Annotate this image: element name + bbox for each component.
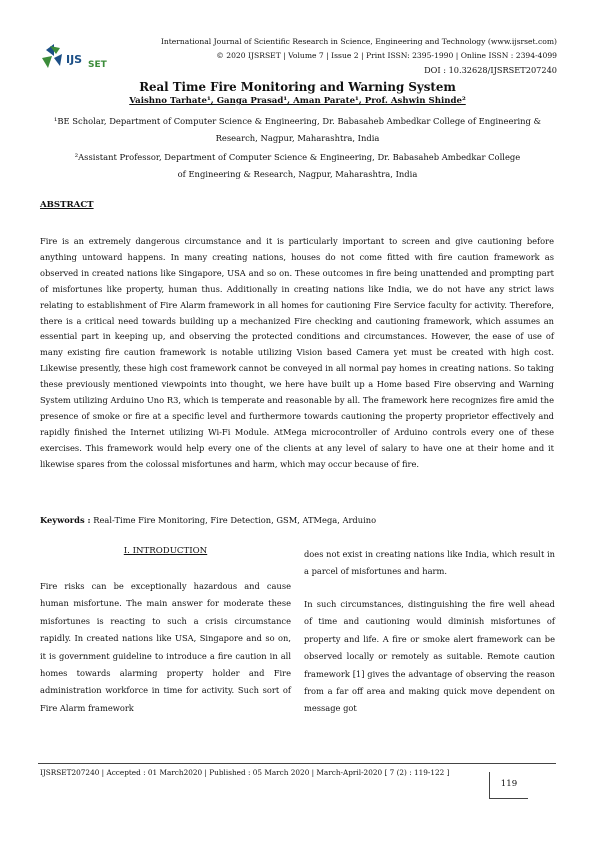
affiliation-2: ²Assistant Professor, Department of Computer Science & Engineering, Dr. Babasaheb Ambedkar College of Engineering & Research, Nagpur, Maharashtra, India — [74, 152, 521, 179]
svg-text:IJS: IJS — [66, 53, 83, 66]
abstract-body: Fire is an extremely dangerous circumstance and it is particularly important to screen and give cautioning before anything untoward happens. In many creating nations, houses do not come fitted with fire caution framework as observed in created nations like Singapore, USA and so on. These outcomes in fire being unattended and prompting part of misfortunes like property, human thus. Additionally in creating nations like India, we do not have any strict laws relating to establishment of Fire Alarm framework in all homes for cautioning Fire Service faculty for activity. Therefore, there is a critical need towards building up a mechanized Fire checking and cautioning framework, which assumes an essential part in keeping up, and observing the protected conditions and circumstances. However, the ease of use of many existing fire caution framework is notable utilizing Vision based Camera yet must be created with high cost. Likewise presently, these high cost framework cannot be conveyed in all normal pay homes in creating nations. So taking these previously mentioned viewpoints into thought, we here have built up a Home based Fire observing and Warning System utilizing Arduino Uno R3, which is temperate and reasonable by all. The framework here recognizes fire amid the presence of smoke or fire at a specific level and furthermore towards cautioning the property proprietor effectively and rapidly finished the Internet utilizing Wi-Fi Module. AtMega microcontroller of Arduino controls every one of these exercises. This framework would help every one of the clients at any level of salary to have one at their home and it likewise spares from the colossal misfortunes and harm, which may occur because of fire. — [40, 236, 554, 469]
abstract-heading: ABSTRACT — [40, 200, 94, 210]
intro-right-paragraph-2: In such circumstances, distinguishing the fire well ahead of time and cautioning would diminish misfortunes of property and life. A fire or smoke alert framework can be observed locally or remotely as suitable. Remote caution framework [1] gives the advantage of observing the reason from a far off area and making quick move dependent on message got — [304, 599, 555, 714]
section-heading-introduction — [40, 546, 291, 556]
journal-name: International Journal of Scientific Research in Science, Engineering and Technology (www.ijsrset.com) — [160, 37, 557, 46]
intro-left-column: Fire risks can be exceptionally hazardous and cause human misfortune. The main answer for moderate these misfortunes is reacting to such a crisis circumstance rapidly. In created nations like USA, Singapore and so on, it is government guideline to introduce a fire caution in all homes towards alarming property holder and Fire administration workforce in time for activity. Such sort of Fire Alarm framework — [40, 581, 291, 713]
doi-line: DOI : 10.32628/IJSRSET207240 — [424, 65, 557, 75]
page-number: 119 — [500, 779, 518, 789]
affiliation-1: ¹BE Scholar, Department of Computer Science & Engineering, Dr. Babasaheb Ambedkar College of Engineering & Research, Nagpur, Maharashtra, India — [53, 116, 542, 143]
issue-line: © 2020 IJSRSET | Volume 7 | Issue 2 | Print ISSN: 2395-1990 | Online ISSN : 2394-4099 — [216, 51, 557, 60]
intro-right-paragraph-1: does not exist in creating nations like India, which result in a parcel of misfortunes and harm. — [304, 549, 555, 577]
paper-title: Real Time Fire Monitoring and Warning System — [139, 80, 456, 94]
journal-logo — [40, 42, 120, 72]
keywords-text: Real-Time Fire Monitoring, Fire Detection, GSM, ATMega, Arduino — [90, 515, 377, 525]
keywords-label: Keywords : — [40, 515, 91, 525]
author-list: Vaishno Tarhate¹, Ganga Prasad¹, Aman Parate¹, Prof. Ashwin Shinde² — [129, 96, 466, 106]
footer-divider — [38, 763, 556, 764]
logo-mark-icon — [40, 42, 120, 72]
svg-text:SET: SET — [88, 60, 107, 70]
introduction-heading: I. INTRODUCTION — [123, 546, 208, 556]
footer-citation: IJSRSET207240 | Accepted : 01 March2020 | Published : 05 March 2020 | March-April-2020 [ 7 (2) : 119-122 ] — [40, 768, 450, 777]
keywords-line — [40, 515, 376, 525]
